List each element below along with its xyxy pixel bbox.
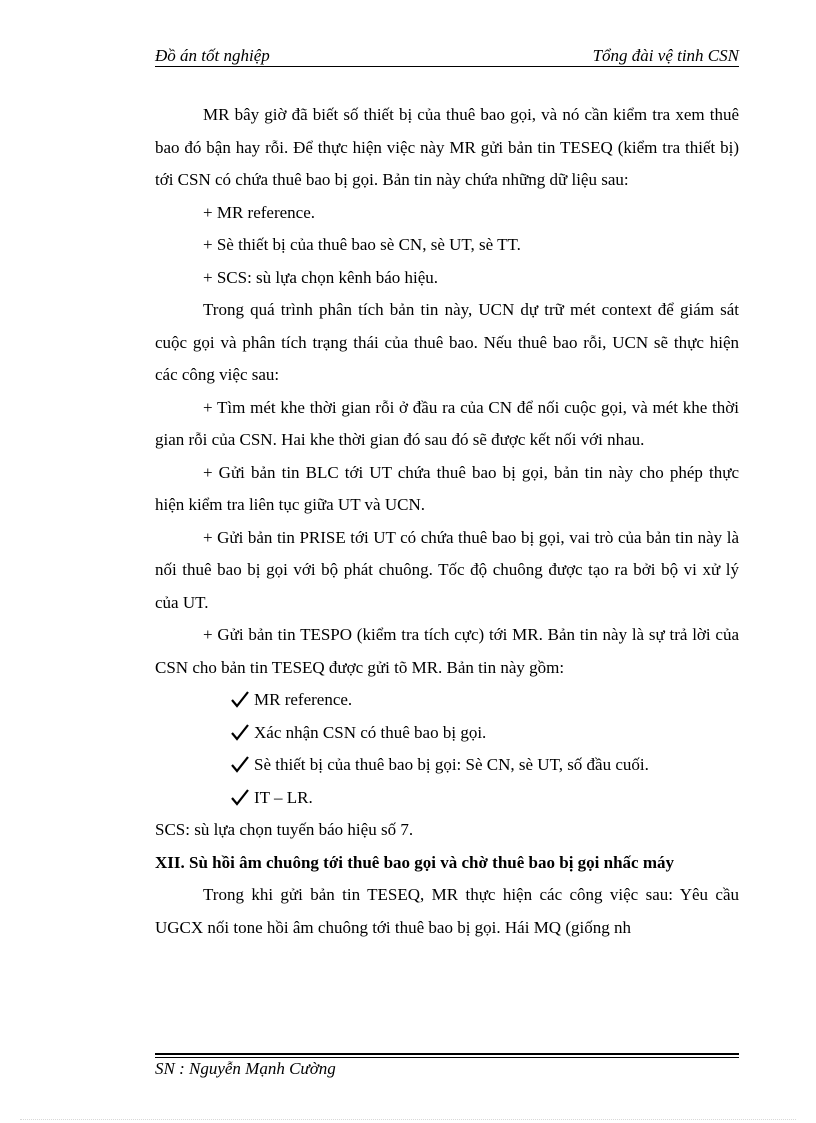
header-title-right: Tổng đài vệ tinh CSN xyxy=(592,46,739,65)
check-item-text: Sè thiết bị của thuê bao bị gọi: Sè CN, sè UT, số đầu cuối. xyxy=(254,755,649,774)
section-heading: XII. Sù hồi âm chuông tới thuê bao gọi và chờ thuê bao bị gọi nhấc máy xyxy=(155,852,675,872)
checkmark-icon xyxy=(228,717,252,749)
paragraph-find-slot: + Tìm mét khe thời gian rỗi ở đầu ra của CN để nối cuộc gọi, và mét khe thời gian rỗi của CSN. Hai khe thời gian đó sau đó sẽ được kết nối với nhau. xyxy=(155,397,739,449)
footer-rule-thick xyxy=(155,1053,739,1055)
checkmark-icon xyxy=(228,684,252,716)
check-item-text: MR reference. xyxy=(254,690,353,709)
header-rule xyxy=(155,66,739,67)
paragraph-analysis: Trong quá trình phân tích bản tin này, UCN dự trữ mét context để giám sát cuộc gọi và phân tích trạng thái của thuê bao. Nếu thuê bao rỗi, UCN sẽ thực hiện các công việc sau: xyxy=(155,300,739,384)
check-item xyxy=(155,749,739,782)
checkmark-icon xyxy=(228,782,252,814)
check-item-text: IT – LR. xyxy=(254,787,313,807)
check-item xyxy=(155,782,739,815)
page-header xyxy=(155,44,739,68)
bullet-scs: + SCS: sù lựa chọn kênh báo hiệu. xyxy=(203,267,439,287)
paragraph-tespo: + Gửi bản tin TESPO (kiểm tra tích cực) tới MR. Bản tin này là sự trả lời của CSN cho bản tin TESEQ được gửi tõ MR. Bản tin này gồm: xyxy=(155,625,739,677)
footer-rule-thin xyxy=(155,1057,739,1058)
paragraph-teseq: Trong khi gửi bản tin TESEQ, MR thực hiện các công việc sau: Yêu cầu UGCX nối tone hồi âm chuông tới thuê bao bị gọi. Hái MQ (giống nh xyxy=(155,885,739,937)
page-bottom-edge xyxy=(20,1119,796,1120)
paragraph-prise: + Gửi bản tin PRISE tới UT có chứa thuê bao bị gọi, vai trò của bản tin này là nối thuê bao bị gọi với bộ phát chuông. Tốc độ chuông được tạo ra bởi bộ vi xử lý của UT. xyxy=(155,527,739,612)
footer-signature: SN : Nguyễn Mạnh Cường xyxy=(155,1059,336,1078)
page-footer xyxy=(155,1050,739,1084)
check-item xyxy=(155,717,739,750)
document-body xyxy=(155,99,739,944)
paragraph-scs: SCS: sù lựa chọn tuyến báo hiệu số 7. xyxy=(155,820,414,839)
paragraph-blc: + Gửi bản tin BLC tới UT chứa thuê bao bị gọi, bản tin này cho phép thực hiện kiểm tra liên tục giữa UT và UCN. xyxy=(155,462,739,514)
check-item-text: Xác nhận CSN có thuê bao bị gọi. xyxy=(254,722,487,742)
bullet-device-number: + Sè thiết bị của thuê bao sè CN, sè UT, sè TT. xyxy=(203,235,521,254)
paragraph-intro: MR bây giờ đã biết số thiết bị của thuê bao gọi, và nó cần kiểm tra xem thuê bao đó bận hay rỗi. Để thực hiện việc này MR gửi bản tin TESEQ (kiểm tra thiết bị) tới CSN có chứa thuê bao bị gọi. Bản tin này chứa những dữ liệu sau: xyxy=(155,105,739,189)
header-title-left: Đồ án tốt nghiệp xyxy=(155,46,270,65)
bullet-mr-reference: + MR reference. xyxy=(203,202,316,222)
checkmark-icon xyxy=(228,749,252,781)
check-item xyxy=(155,684,739,717)
